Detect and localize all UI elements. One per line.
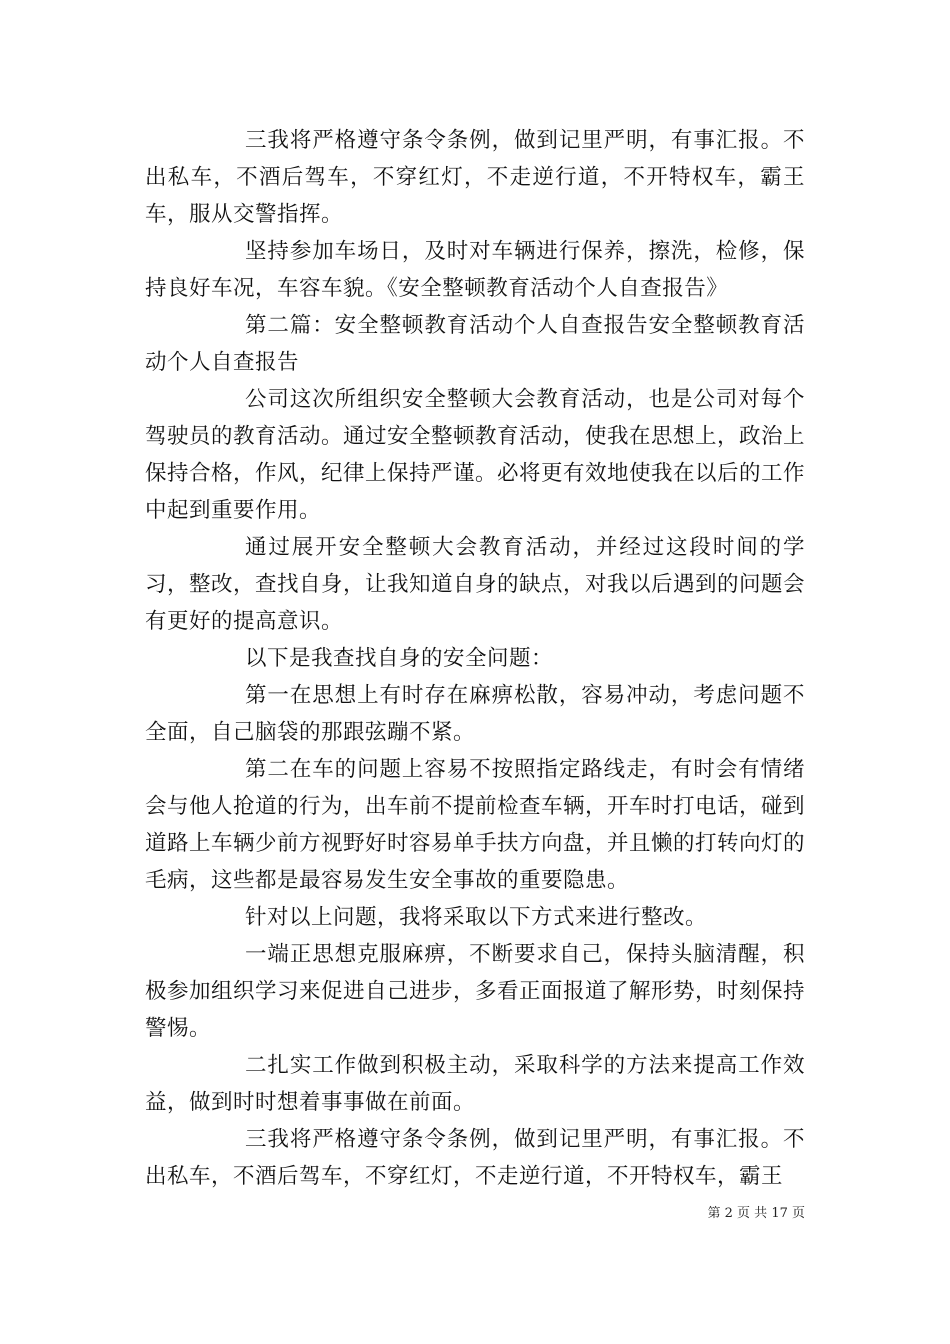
paragraph: 通过展开安全整顿大会教育活动，并经过这段时间的学习，整改，查找自身，让我知道自身的缺点，对我以后遇到的问题会有更好的提高意识。 xyxy=(145,535,806,634)
paragraph: 坚持参加车场日，及时对车辆进行保养，擦洗，检修，保持良好车况，车容车貌。《安全整顿教育活动个人自查报告》 xyxy=(145,239,805,301)
paragraph: 三我将严格遵守条令条例，做到记里严明，有事汇报。不出私车，不酒后驾车，不穿红灯，不走逆行道，不开特权车，霸王车，服从交警指挥。 xyxy=(145,128,805,227)
paragraph: 第一在思想上有时存在麻痹松散，容易冲动，考虑问题不全面，自己脑袋的那跟弦蹦不紧。 xyxy=(145,683,805,745)
paragraph: 二扎实工作做到积极主动，采取科学的方法来提高工作效益，做到时时想着事事做在前面。 xyxy=(145,1053,805,1115)
paragraph: 一端正思想克服麻痹，不断要求自己，保持头脑清醒，积极参加组织学习来促进自己进步，多看正面报道了解形势，时刻保持警惕。 xyxy=(145,942,806,1041)
page-number-footer: 第 2 页 共 17 页 xyxy=(707,1206,805,1221)
paragraph: 针对以上问题，我将采取以下方式来进行整改。 xyxy=(245,905,708,930)
document-body xyxy=(145,122,805,1195)
paragraph: 以下是我查找自身的安全问题： xyxy=(245,646,554,671)
paragraph: 第二篇：安全整顿教育活动个人自查报告安全整顿教育活动个人自查报告 xyxy=(145,313,805,375)
paragraph: 第二在车的问题上容易不按照指定路线走，有时会有情绪会与他人抢道的行为，出车前不提前检查车辆，开车时打电话，碰到道路上车辆少前方视野好时容易单手扶方向盘，并且懒的打转向灯的毛病，这些都是最容易发生安全事故的重要隐患。 xyxy=(145,757,806,893)
paragraph: 三我将严格遵守条令条例，做到记里严明，有事汇报。不出私车，不酒后驾车，不穿红灯，不走逆行道，不开特权车，霸王 xyxy=(145,1127,805,1189)
paragraph: 公司这次所组织安全整顿大会教育活动，也是公司对每个驾驶员的教育活动。通过安全整顿教育活动，使我在思想上，政治上保持合格，作风，纪律上保持严谨。必将更有效地使我在以后的工作中起到重要作用。 xyxy=(145,387,806,523)
